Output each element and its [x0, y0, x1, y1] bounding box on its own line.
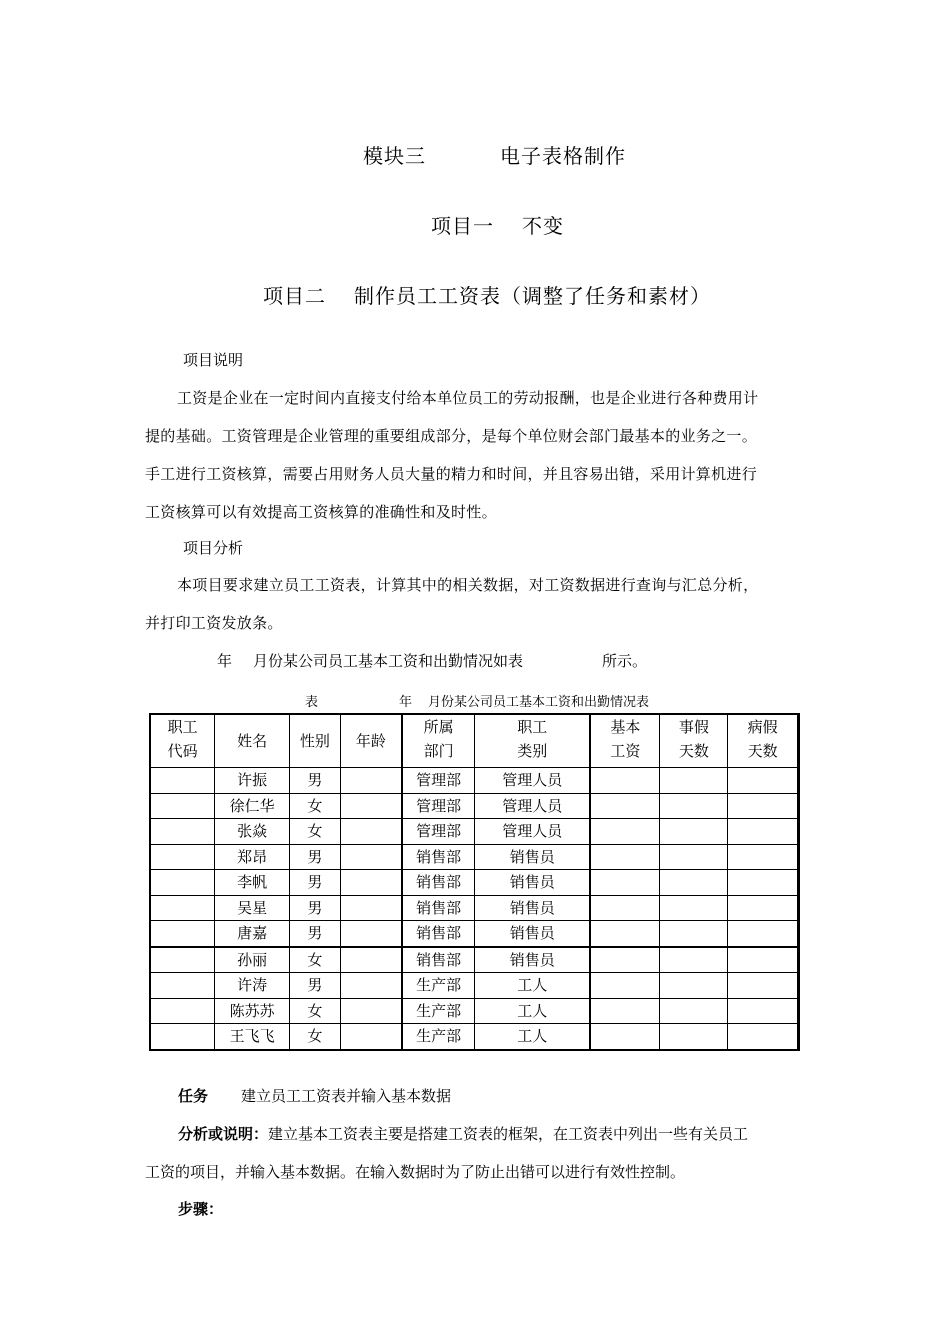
table-cell: 许振 — [215, 768, 290, 794]
table-cell: 生产部 — [402, 998, 475, 1024]
table-cell: 张焱 — [215, 819, 290, 845]
table-cell: 销售部 — [402, 895, 475, 921]
project2-title: 制作员工工资表（调整了任务和素材） — [354, 284, 711, 308]
table-cell: 陈苏苏 — [215, 998, 290, 1024]
table-header-text: 天数 — [747, 742, 778, 760]
table-header-text: 病假 — [747, 718, 778, 736]
table-header-text: 类别 — [517, 742, 548, 760]
table-cell — [150, 895, 215, 921]
table-cell: 生产部 — [402, 1024, 475, 1050]
analysis-line: 并打印工资发放条。 — [145, 614, 283, 632]
task-analysis-label: 分析或说明： — [178, 1125, 269, 1143]
table-cell — [150, 793, 215, 819]
table-header-text: 年龄 — [355, 732, 386, 750]
table-row — [150, 947, 799, 973]
analysis-line: 本项目要求建立员工工资表，计算其中的相关数据，对工资数据进行查询与汇总分析， — [177, 576, 759, 594]
table-cell — [728, 793, 799, 819]
table-cell — [728, 973, 799, 999]
table-cell — [660, 870, 728, 896]
table-cell: 管理部 — [402, 793, 475, 819]
table-cell: 女 — [289, 1024, 340, 1050]
task-analysis — [178, 1123, 748, 1144]
table-cell: 男 — [289, 870, 340, 896]
analysis-paragraph — [145, 566, 810, 642]
table-cell: 工人 — [475, 973, 591, 999]
table-cell — [660, 768, 728, 794]
table-cell — [150, 870, 215, 896]
table-cell: 女 — [289, 819, 340, 845]
table-header-cell — [475, 714, 591, 768]
table-cell: 销售部 — [402, 921, 475, 947]
reference-text: 月份某公司员工基本工资和出勤情况如表 — [253, 652, 524, 670]
module-title: 电子表格制作 — [500, 144, 626, 168]
table-cell — [590, 793, 660, 819]
table-cell — [340, 1024, 402, 1050]
table-cell: 男 — [289, 895, 340, 921]
table-cell — [590, 998, 660, 1024]
table-cell: 管理人员 — [475, 819, 591, 845]
table-cell — [590, 921, 660, 947]
analysis-heading: 项目分析 — [183, 539, 244, 557]
table-row — [150, 844, 799, 870]
table-header-text: 所属 — [423, 718, 454, 736]
table-cell — [340, 768, 402, 794]
description-heading: 项目说明 — [183, 351, 244, 369]
table-cell — [728, 1024, 799, 1050]
table-row — [150, 895, 799, 921]
table-cell: 男 — [289, 844, 340, 870]
project1-note: 不变 — [522, 214, 564, 238]
table-cell — [340, 947, 402, 973]
table-header-text: 基本 — [610, 718, 641, 736]
table-cell — [150, 921, 215, 947]
table-row — [150, 921, 799, 947]
table-header-cell — [215, 714, 290, 768]
module-number: 模块三 — [363, 144, 426, 168]
table-cell: 销售员 — [475, 947, 591, 973]
table-cell: 王飞飞 — [215, 1024, 290, 1050]
table-caption-year: 年 — [399, 695, 413, 710]
table-cell: 孙丽 — [215, 947, 290, 973]
table-cell — [150, 973, 215, 999]
table-header-text: 事假 — [678, 718, 709, 736]
table-cell — [728, 768, 799, 794]
project1-number: 项目一 — [431, 214, 494, 238]
table-cell — [660, 947, 728, 973]
table-cell — [728, 870, 799, 896]
table-cell: 销售部 — [402, 947, 475, 973]
table-header-text: 天数 — [678, 742, 709, 760]
table-header-text: 代码 — [167, 742, 198, 760]
table-header-text: 职工 — [517, 718, 548, 736]
table-cell: 销售员 — [475, 870, 591, 896]
table-row — [150, 998, 799, 1024]
table-cell: 女 — [289, 998, 340, 1024]
table-cell: 管理人员 — [475, 768, 591, 794]
table-header-cell — [150, 714, 215, 768]
table-cell — [590, 844, 660, 870]
table-cell — [590, 1024, 660, 1050]
table-cell — [340, 973, 402, 999]
table-cell — [590, 895, 660, 921]
table-cell — [660, 1024, 728, 1050]
task-analysis-line2: 工资的项目，并输入基本数据。在输入数据时为了防止出错可以进行有效性控制。 — [145, 1163, 686, 1181]
table-row — [150, 973, 799, 999]
table-header-cell — [340, 714, 402, 768]
table-cell — [150, 947, 215, 973]
task-label: 任务 — [178, 1087, 209, 1105]
table-header-text: 职工 — [167, 718, 198, 736]
task-title: 建立员工工资表并输入基本数据 — [241, 1087, 452, 1105]
table-row — [150, 870, 799, 896]
table-cell — [150, 998, 215, 1024]
table-cell — [660, 921, 728, 947]
steps-label: 步骤： — [178, 1200, 224, 1218]
table-cell: 销售部 — [402, 870, 475, 896]
table-cell — [340, 844, 402, 870]
table-row — [150, 819, 799, 845]
table-header-cell — [728, 714, 799, 768]
table-cell: 女 — [289, 793, 340, 819]
table-cell — [660, 844, 728, 870]
description-line: 工资是企业在一定时间内直接支付给本单位员工的劳动报酬，也是企业进行各种费用计 — [177, 389, 759, 407]
table-cell — [150, 768, 215, 794]
table-cell: 销售员 — [475, 844, 591, 870]
table-cell — [728, 844, 799, 870]
table-header-cell — [590, 714, 660, 768]
table-header-row — [150, 714, 799, 768]
table-cell — [340, 921, 402, 947]
table-cell — [150, 819, 215, 845]
table-cell — [728, 921, 799, 947]
table-cell — [660, 973, 728, 999]
table-cell — [728, 895, 799, 921]
table-cell — [340, 870, 402, 896]
table-header-cell — [402, 714, 475, 768]
description-line: 提的基础。工资管理是企业管理的重要组成部分，是每个单位财会部门最基本的业务之一。 — [145, 427, 758, 445]
table-cell: 女 — [289, 947, 340, 973]
table-cell: 郑昂 — [215, 844, 290, 870]
table-cell — [660, 793, 728, 819]
table-cell: 男 — [289, 768, 340, 794]
reference-year: 年 — [217, 652, 233, 670]
table-cell — [150, 844, 215, 870]
table-cell: 生产部 — [402, 973, 475, 999]
table-cell — [660, 998, 728, 1024]
table-cell: 销售部 — [402, 844, 475, 870]
table-cell — [590, 973, 660, 999]
table-cell — [340, 998, 402, 1024]
table-header-text: 部门 — [423, 742, 454, 760]
table-cell: 工人 — [475, 998, 591, 1024]
table-header-cell — [289, 714, 340, 768]
table-header-text: 工资 — [610, 742, 641, 760]
table-cell — [340, 895, 402, 921]
table-cell: 许涛 — [215, 973, 290, 999]
table-header-cell — [660, 714, 728, 768]
table-cell: 唐嘉 — [215, 921, 290, 947]
table-cell: 男 — [289, 973, 340, 999]
table-cell — [150, 1024, 215, 1050]
table-row — [150, 768, 799, 794]
table-cell — [340, 819, 402, 845]
table-cell: 吴星 — [215, 895, 290, 921]
task-analysis-text: 建立基本工资表主要是搭建工资表的框架，在工资表中列出一些有关员工 — [268, 1125, 749, 1143]
table-row — [150, 1024, 799, 1050]
table-cell: 徐仁华 — [215, 793, 290, 819]
table-cell: 销售员 — [475, 895, 591, 921]
table-cell — [590, 768, 660, 794]
table-cell: 销售员 — [475, 921, 591, 947]
table-cell — [590, 819, 660, 845]
table-caption-text: 月份某公司员工基本工资和出勤情况表 — [428, 695, 650, 710]
table-row — [150, 793, 799, 819]
description-line: 手工进行工资核算，需要占用财务人员大量的精力和时间，并且容易出错，采用计算机进行 — [145, 465, 758, 483]
table-caption-prefix: 表 — [305, 695, 319, 710]
description-line: 工资核算可以有效提高工资核算的准确性和及时性。 — [145, 503, 497, 521]
reference-end: 所示。 — [602, 652, 648, 670]
table-header-text: 性别 — [299, 732, 330, 750]
table-header-text: 姓名 — [237, 732, 268, 750]
table-cell: 男 — [289, 921, 340, 947]
table-cell — [660, 895, 728, 921]
table-cell: 管理人员 — [475, 793, 591, 819]
table-cell: 管理部 — [402, 768, 475, 794]
project2-number: 项目二 — [263, 284, 326, 308]
salary-table — [149, 713, 800, 1051]
table-cell: 李帆 — [215, 870, 290, 896]
table-cell: 工人 — [475, 1024, 591, 1050]
table-cell — [590, 870, 660, 896]
table-cell — [728, 947, 799, 973]
description-paragraph — [145, 379, 810, 531]
table-cell: 管理部 — [402, 819, 475, 845]
table-cell — [728, 998, 799, 1024]
table-cell — [590, 947, 660, 973]
table-cell — [660, 819, 728, 845]
table-cell — [728, 819, 799, 845]
table-cell — [340, 793, 402, 819]
